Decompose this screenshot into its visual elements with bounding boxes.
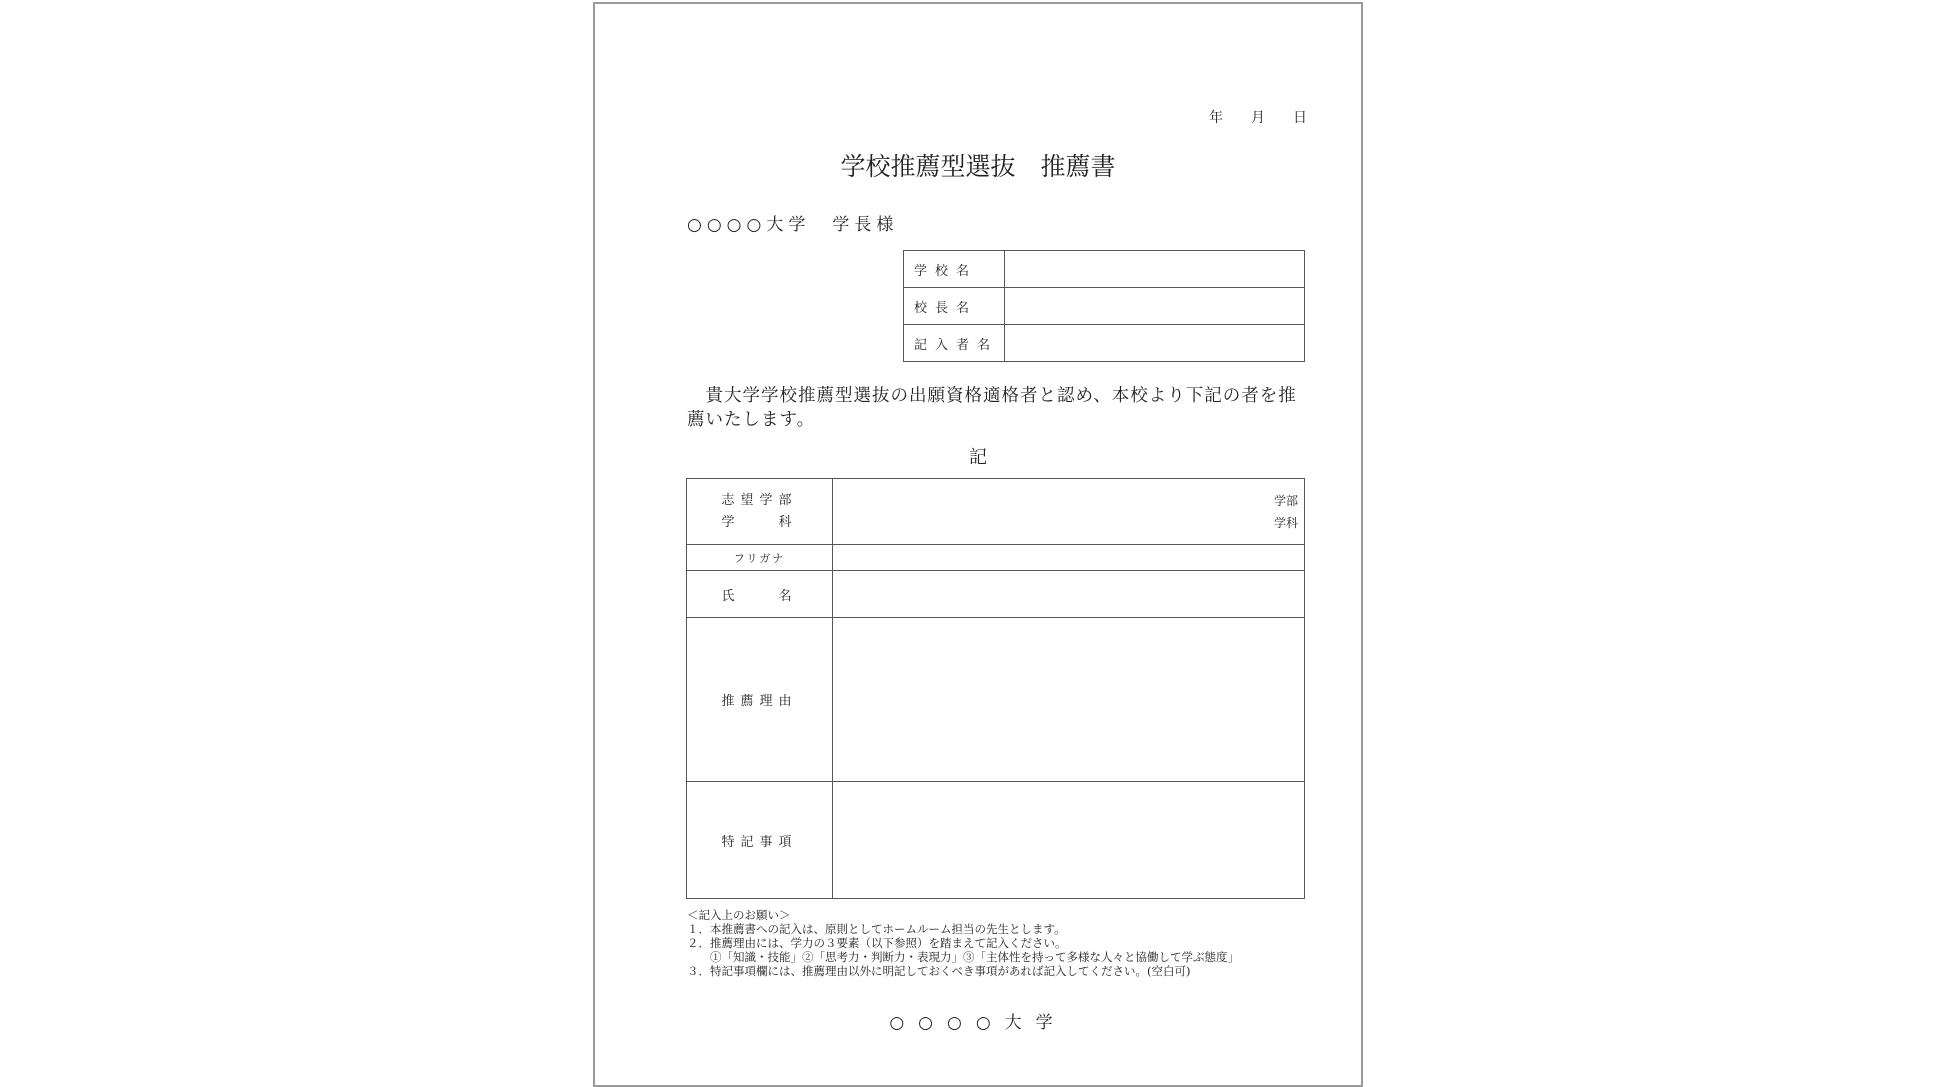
furigana-row (687, 545, 1305, 571)
name-row (687, 571, 1305, 618)
instructions (687, 908, 1239, 978)
writer-name-label: 記入者名 (904, 325, 1005, 362)
faculty-suffix: 学部 (1273, 493, 1298, 508)
date-day: 日 (1293, 110, 1307, 126)
faculty-row (687, 479, 1305, 545)
principal-name-field[interactable] (1005, 288, 1305, 325)
school-info-row (904, 325, 1305, 362)
reason-field[interactable] (833, 618, 1305, 782)
furigana-field[interactable] (833, 545, 1305, 571)
document-page (593, 2, 1363, 1087)
school-info-table (903, 250, 1305, 362)
faculty-label (687, 479, 833, 545)
department-suffix: 学科 (1273, 515, 1298, 530)
instructions-heading: ＜記入上のお願い＞ (687, 908, 791, 922)
reason-row (687, 618, 1305, 782)
name-label: 氏 名 (687, 571, 833, 618)
instruction-item-2: ２．推薦理由には、学力の３要素（以下参照）を踏まえて記入ください。 (687, 936, 1067, 950)
name-field[interactable] (833, 571, 1305, 618)
writer-name-field[interactable] (1005, 325, 1305, 362)
faculty-label-1: 志望学部 (721, 492, 798, 508)
faculty-field[interactable] (833, 479, 1305, 545)
notes-label: 特記事項 (687, 782, 833, 899)
instruction-item-1: １．本推薦書への記入は、原則としてホームルーム担当の先生とします。 (687, 922, 1066, 936)
date-line (1181, 107, 1307, 127)
school-name-field[interactable] (1005, 251, 1305, 288)
notes-field[interactable] (833, 782, 1305, 899)
date-month: 月 (1251, 110, 1265, 126)
furigana-label: フリガナ (687, 545, 833, 571)
recommendation-table (686, 478, 1305, 899)
ki-heading: 記 (969, 447, 987, 468)
notes-row (687, 782, 1305, 899)
faculty-label-2: 学 科 (721, 514, 798, 530)
instruction-item-2-sub: ①「知識・技能」②「思考力・判断力・表現力」③「主体性を持って多様な人々と協働して学ぶ態度」 (687, 950, 1239, 964)
school-info-row (904, 251, 1305, 288)
statement-text: 貴大学学校推薦型選抜の出願資格適格者と認め、本校より下記の者を推薦いたします。 (687, 386, 1297, 430)
footer-university: ○○○○大学 (889, 1013, 1067, 1033)
instruction-item-3: ３．特記事項欄には、推薦理由以外に明記しておくべき事項があれば記入してください。(空白可) (687, 964, 1191, 978)
reason-label: 推薦理由 (687, 618, 833, 782)
school-name-label: 学校名 (904, 251, 1005, 288)
addressee: ○○○○大学 学長様 (687, 215, 899, 235)
document-title: 学校推薦型選抜 推薦書 (840, 152, 1116, 181)
date-year: 年 (1209, 110, 1223, 126)
principal-name-label: 校長名 (904, 288, 1005, 325)
school-info-row (904, 288, 1305, 325)
